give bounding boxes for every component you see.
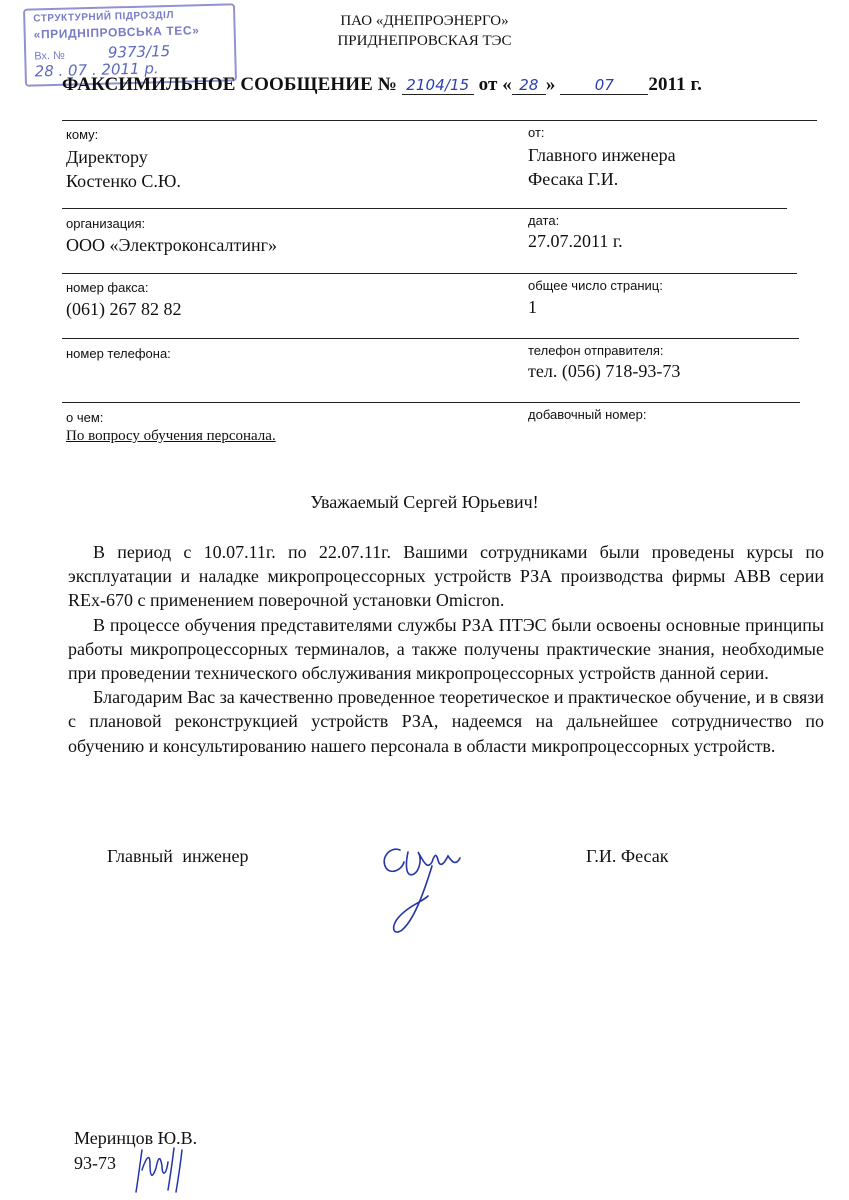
fax-day: 28 — [512, 76, 546, 95]
executor-phone: 93-73 — [74, 1153, 116, 1173]
fax-title: ФАКСИМИЛЬНОЕ СООБЩЕНИЕ № — [62, 74, 397, 95]
letter-body — [68, 540, 824, 758]
stamp-line-2: «ПРИДНІПРОВСЬКА ТЕС» — [33, 23, 200, 42]
row-divider-1 — [62, 208, 787, 209]
from-value-line1: Главного инженера — [528, 145, 676, 165]
pages-label: общее число страниц: — [528, 278, 663, 293]
fax-year: 2011 г. — [648, 74, 702, 95]
organization-label: организация: — [66, 216, 146, 231]
org-division: ПРИДНЕПРОВСКАЯ ТЭС — [337, 33, 512, 49]
phone-label: номер телефона: — [66, 346, 171, 361]
signer-title: Главный инженер — [107, 846, 249, 866]
date-value: 27.07.2011 г. — [528, 231, 623, 251]
fax-number-label: номер факса: — [66, 280, 149, 295]
sender-phone-label: телефон отправителя: — [528, 343, 664, 358]
body-paragraph-2: В процессе обучения представителями службы РЗА ПТЭС были освоены основные принципы работы микропроцессорных терминалов, а также получены практические знания, необходимые при проведении технического обслуживания микропроцессорных устройств данной серии. — [68, 614, 824, 684]
pages-value: 1 — [528, 297, 537, 317]
sender-phone-value: тел. (056) 718-93-73 — [528, 361, 681, 381]
fax-number: 2104/15 — [402, 76, 474, 95]
fax-month: 07 — [560, 76, 648, 95]
body-paragraph-3: Благодарим Вас за качественно проведенное теоретическое и практическое обучение, и в связи с плановой реконструкцией устройств РЗА, надеемся на дальнейшее сотрудничество по обучению и консультированию нашего персонала в области микропроцессорных устройств. — [68, 687, 824, 756]
subject-label: о чем: — [66, 410, 104, 425]
handwritten-signature — [372, 832, 472, 942]
stamp-line-1: СТРУКТУРНИЙ ПІДРОЗДІЛ — [33, 9, 175, 25]
extension-label: добавочный номер: — [528, 407, 647, 422]
fax-from-word: от « — [478, 74, 512, 95]
from-label: от: — [528, 125, 545, 140]
from-value-line2: Фесака Г.И. — [528, 169, 619, 189]
row-divider-2 — [62, 273, 797, 274]
organization-value: ООО «Электроконсалтинг» — [66, 235, 278, 255]
row-divider-4 — [62, 402, 800, 403]
executor-initials-signature — [122, 1140, 202, 1200]
signer-name: Г.И. Фесак — [586, 846, 669, 866]
stamp-number: 9373/15 — [107, 41, 171, 62]
fax-title-line — [62, 74, 702, 96]
stamp-date: 28 . 07 . 2011 р. — [34, 59, 159, 81]
to-label: кому: — [66, 127, 99, 142]
fax-month-sep: » — [545, 74, 556, 95]
subject-value: По вопросу обучения персонала. — [66, 428, 276, 444]
stamp-number-label: Вх. № — [34, 49, 66, 63]
fax-number-value: (061) 267 82 82 — [66, 299, 182, 319]
greeting: Уважаемый Сергей Юрьевич! — [310, 492, 539, 512]
to-value-line1: Директору — [66, 147, 148, 167]
header-divider — [62, 120, 817, 121]
row-divider-3 — [62, 338, 799, 339]
executor-name: Меринцов Ю.В. — [74, 1128, 198, 1148]
body-paragraph-1: В период с 10.07.11г. по 22.07.11г. Вашими сотрудниками были проведены курсы по эксплуатации и наладке микропроцессорных устройств РЗА производства фирмы ABB серии REx-670 с применением поверочной установки Omicron. — [68, 542, 824, 611]
date-label: дата: — [528, 213, 560, 228]
to-value-line2: Костенко С.Ю. — [66, 171, 181, 191]
org-name: ПАО «ДНЕПРОЭНЕРГО» — [340, 13, 509, 29]
